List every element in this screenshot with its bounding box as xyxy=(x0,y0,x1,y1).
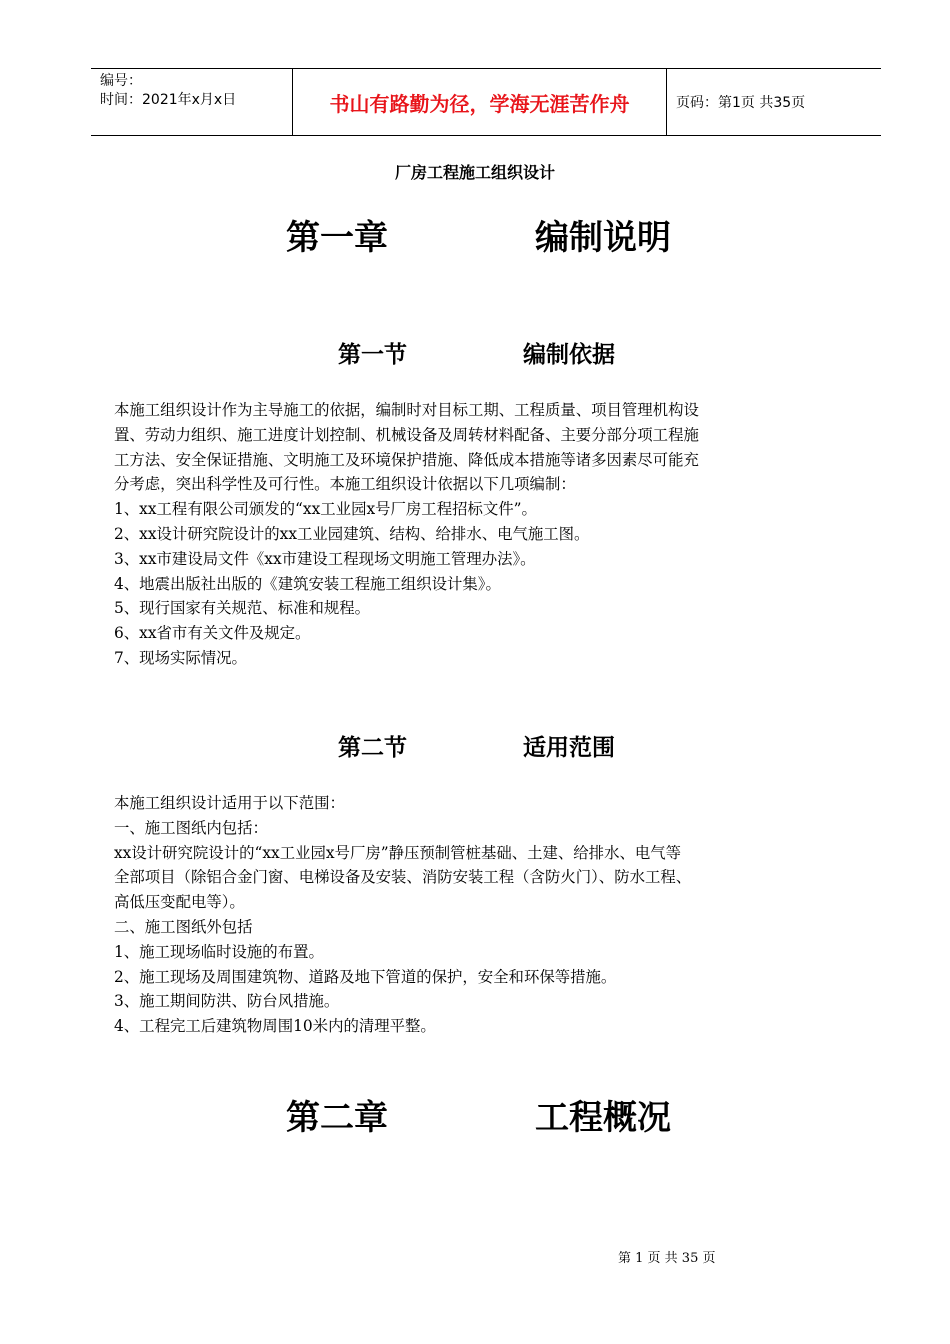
list-item: 6、xx省市有关文件及规定。 xyxy=(114,624,311,643)
chapter-1-number: 第一章 xyxy=(286,218,388,258)
list-item: 3、xx市建设局文件《xx市建设工程现场文明施工管理办法》。 xyxy=(114,549,536,568)
list-item: 1、xx工程有限公司颁发的“xx工业园x号厂房工程招标文件”。 xyxy=(114,500,537,519)
section-1-number: 第一节 xyxy=(338,341,407,368)
number-label: 编号： xyxy=(100,73,142,89)
list-item: 2、xx设计研究院设计的xx工业园建筑、结构、给排水、电气施工图。 xyxy=(114,524,590,543)
list-item: 3、施工期间防洪、防台风措施。 xyxy=(114,992,340,1011)
section-1-name: 编制依据 xyxy=(523,341,615,368)
list-item: 1、施工现场临时设施的布置。 xyxy=(114,942,324,961)
header-page-info: 页码：第1页 共35页 xyxy=(676,95,806,111)
paragraph-line: 二、施工图纸外包括 xyxy=(114,917,253,936)
list-item: 5、现行国家有关规范、标准和规程。 xyxy=(114,599,371,618)
section-1-body xyxy=(114,398,854,671)
chapter-2-name: 工程概况 xyxy=(535,1098,671,1138)
paragraph-line: 置、劳动力组织、施工进度计划控制、机械设备及周转材料配备、主要分部分项工程施 xyxy=(114,425,699,444)
header-meta xyxy=(91,69,293,135)
list-item: 4、地震出版社出版的《建筑安装工程施工组织设计集》。 xyxy=(114,574,501,593)
time-label: 时间：2021年x月x日 xyxy=(100,92,237,108)
chapter-1-name: 编制说明 xyxy=(535,218,671,258)
paragraph-line: 高低压变配电等）。 xyxy=(114,893,245,912)
paragraph-line: xx设计研究院设计的“xx工业园x号厂房”静压预制管桩基础、土建、给排水、电气等 xyxy=(114,843,682,862)
section-2-body xyxy=(114,791,854,1039)
section-2-name: 适用范围 xyxy=(523,734,615,761)
paragraph-line: 一、施工图纸内包括： xyxy=(114,818,268,837)
list-item: 7、现场实际情况。 xyxy=(114,648,247,667)
list-item: 4、工程完工后建筑物周围10米内的清理平整。 xyxy=(114,1017,436,1036)
section-2-number: 第二节 xyxy=(338,734,407,761)
paragraph-line: 本施工组织设计适用于以下范围： xyxy=(114,794,345,812)
paragraph-line: 全部项目（除铝合金门窗、电梯设备及安装、消防安装工程（含防火门）、防水工程、 xyxy=(114,868,692,887)
paragraph-line: 本施工组织设计作为主导施工的依据，编制时对目标工期、工程质量、项目管理机构设 xyxy=(114,401,699,419)
header-motto: 书山有路勤为径，学海无涯苦作舟 xyxy=(293,69,667,135)
paragraph-line: 工方法、安全保证措施、文明施工及环境保护措施、降低成本措施等诸多因素尽可能充 xyxy=(114,450,699,469)
page-header xyxy=(91,68,881,136)
document-title: 厂房工程施工组织设计 xyxy=(394,163,555,182)
footer-page-number: 第 1 页 共 35 页 xyxy=(618,1251,716,1266)
chapter-2-number: 第二章 xyxy=(286,1098,388,1138)
list-item: 2、施工现场及周围建筑物、道路及地下管道的保护，安全和环保等措施。 xyxy=(114,967,617,986)
paragraph-line: 分考虑，突出科学性及可行性。本施工组织设计依据以下几项编制： xyxy=(114,475,576,494)
